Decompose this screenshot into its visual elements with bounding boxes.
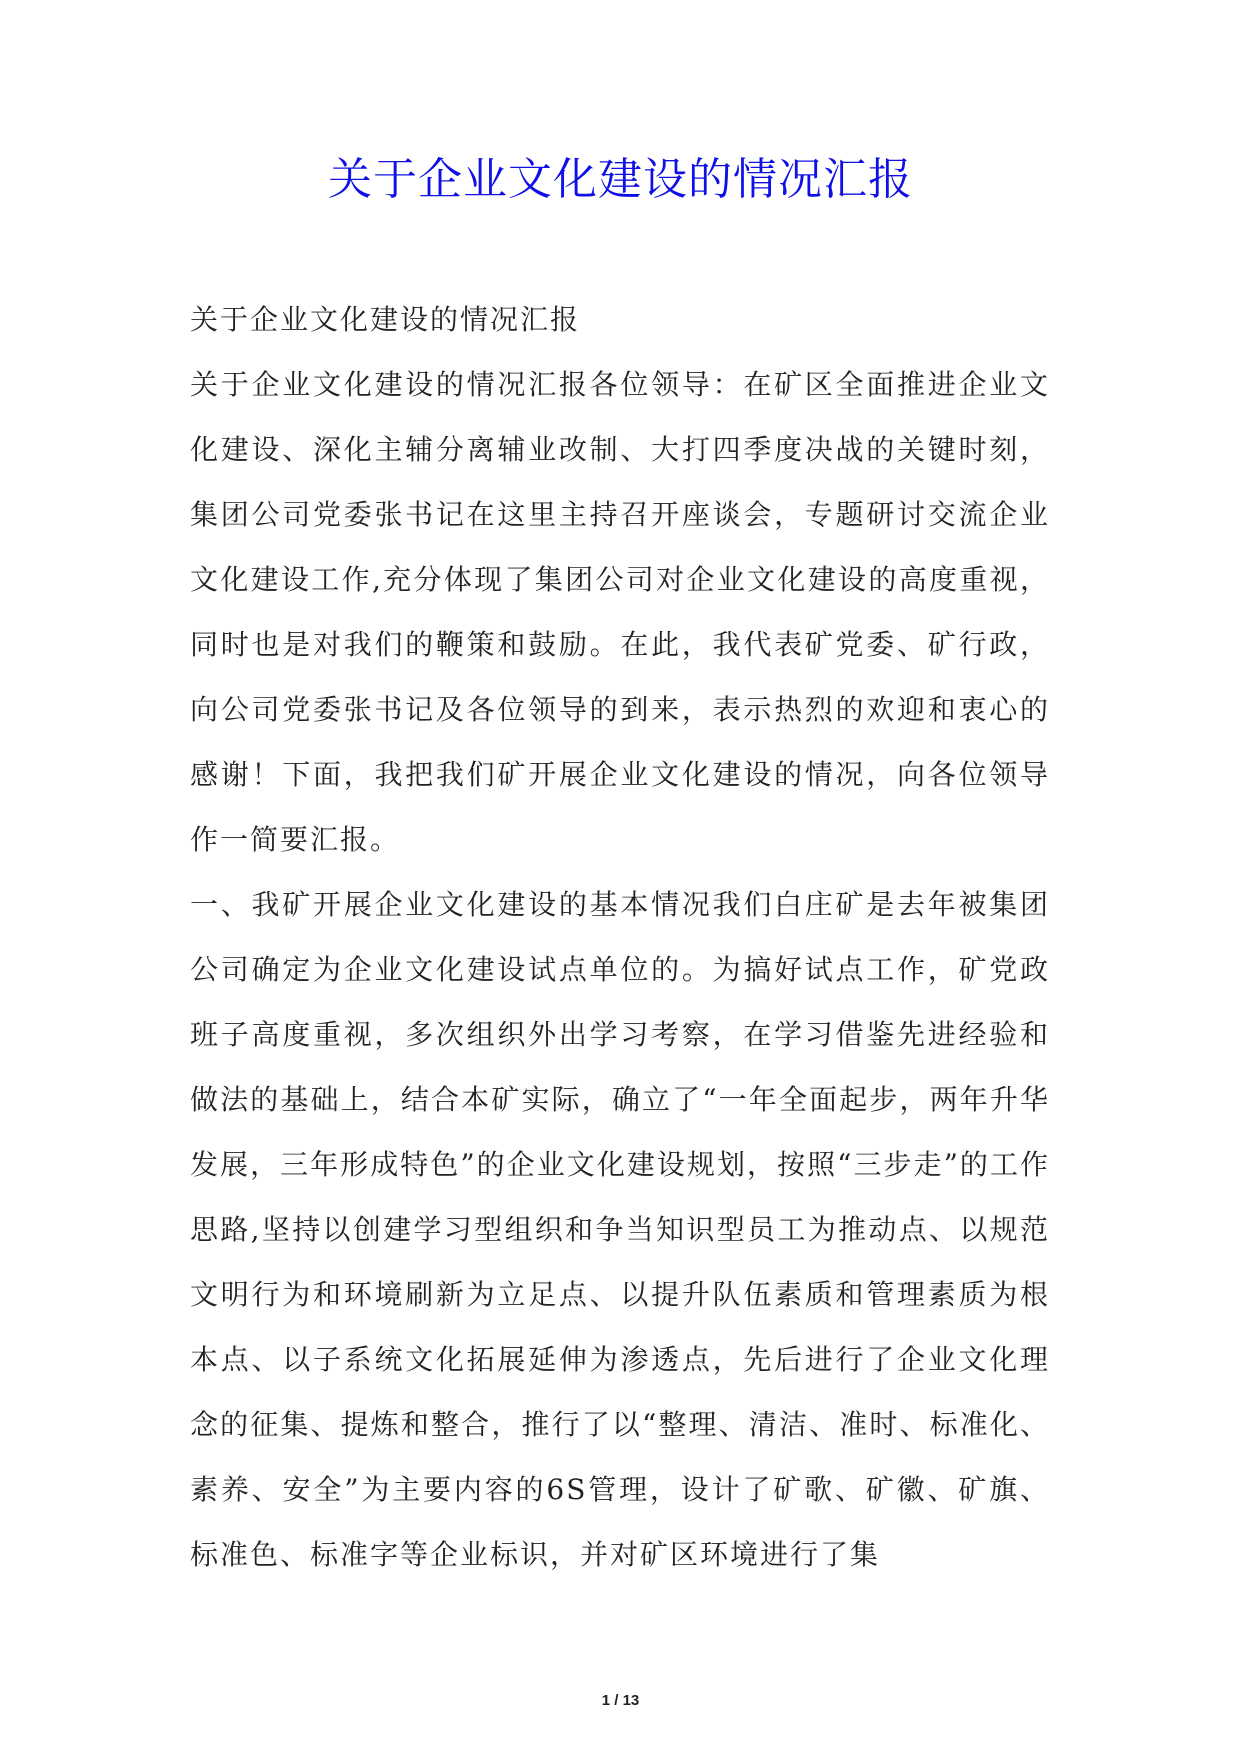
paragraph-section-one: 一、我矿开展企业文化建设的基本情况我们白庄矿是去年被集团公司确定为企业文化建设试点单位的。为搞好试点工作，矿党政班子高度重视，多次组织外出学习考察，在学习借鉴先进经验和做法的基础上，结合本矿实际，确立了“一年全面起步，两年升华发展，三年形成特色”的企业文化建设规划，按照“三步走”的工作思路,坚持以创建学习型组织和争当知识型员工为推动点、以规范文明行为和环境刷新为立足点、以提升队伍素质和管理素质为根本点、以子系统文化拓展延伸为渗透点，先后进行了企业文化理念的征集、提炼和整合，推行了以“整理、清洁、准时、标准化、素养、安全”为主要内容的6S管理，设计了矿歌、矿徽、矿旗、标准色、标准字等企业标识，并对矿区环境进行了集 xyxy=(190,888,1050,1571)
paragraph-heading: 关于企业文化建设的情况汇报 xyxy=(190,303,581,336)
document-body xyxy=(190,287,1050,1587)
document-title: 关于企业文化建设的情况汇报 xyxy=(328,154,913,205)
paragraph-greeting: 关于企业文化建设的情况汇报各位领导：在矿区全面推进企业文化建设、深化主辅分离辅业改制、大打四季度决战的关键时刻，集团公司党委张书记在这里主持召开座谈会，专题研讨交流企业文化建设工作,充分体现了集团公司对企业文化建设的高度重视，同时也是对我们的鞭策和鼓励。在此，我代表矿党委、矿行政，向公司党委张书记及各位领导的到来，表示热烈的欢迎和衷心的感谢！下面，我把我们矿开展企业文化建设的情况，向各位领导作一简要汇报。 xyxy=(190,368,1050,856)
page-number: 1 / 13 xyxy=(601,1692,640,1709)
